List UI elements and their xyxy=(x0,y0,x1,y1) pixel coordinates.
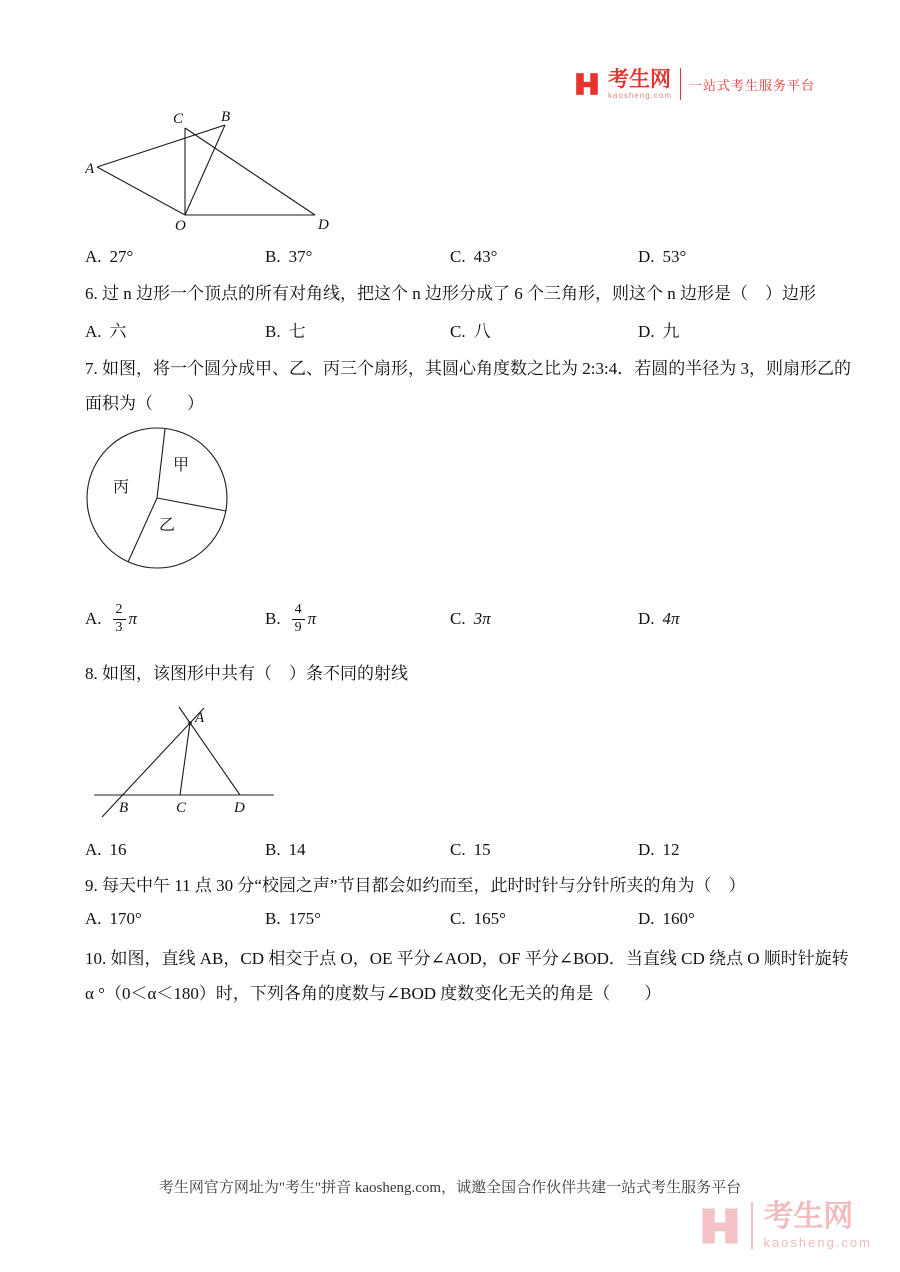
fig3-point-A: A xyxy=(195,710,205,726)
fig1-point-C: C xyxy=(173,111,184,127)
fig1-point-O: O xyxy=(175,218,186,234)
q9-option-a: A. 170° xyxy=(85,909,142,928)
question10-text-line2: α °（0＜α＜180）时，下列各角的度数与∠BOD 度数变化无关的角是（ ） xyxy=(85,984,662,1003)
q8-option-d: D. 12 xyxy=(638,840,680,859)
q9-option-b: B. 175° xyxy=(265,909,321,928)
brand-domain: kaosheng.com xyxy=(607,90,672,100)
fig3-point-B: B xyxy=(119,800,129,816)
watermark-logo-icon xyxy=(699,1205,741,1247)
q8-options xyxy=(85,840,830,860)
q7-option-a: A. $\frac{2}{3}$ π xyxy=(85,602,138,635)
brand-divider xyxy=(680,68,681,100)
brand-text-block xyxy=(608,69,672,100)
question7-text-line1: 7. 如图，将一个圆分成甲、乙、丙三个扇形，其圆心角度数之比为 2:3:4．若圆的半径为 3，则扇形乙的 xyxy=(85,359,851,378)
brand-name: 考生网 xyxy=(607,67,671,91)
watermark-brand: 考生网 xyxy=(763,1200,854,1233)
q6-option-a: A. 六 xyxy=(85,322,127,341)
question10-text-line1: 10. 如图，直线 AB，CD 相交于点 O，OE 平分∠AOD，OF 平分∠BOD．当直线 CD 绕点 O 顺时针旋转 xyxy=(85,949,849,968)
fig1-point-A: A xyxy=(85,161,95,177)
fraction-four-ninths: $\frac{4}{9}$ xyxy=(292,602,305,635)
q5-option-b: B. 37° xyxy=(265,247,313,266)
kaosheng-logo-icon xyxy=(574,71,600,97)
question9-text: 9. 每天中午 11 点 30 分“校园之声”节目都会如约而至，此时时针与分针所夹的角为（ ） xyxy=(85,876,746,895)
q6-option-c: C. 八 xyxy=(450,322,491,341)
fig1-point-B: B xyxy=(221,110,231,125)
question6-text: 6. 过 n 边形一个顶点的所有对角线，把这个 n 边形分成了 6 个三角形，则这个 n 边形是（ ）边形 xyxy=(85,284,816,303)
kaosheng-brand xyxy=(574,68,815,100)
q8-option-b: B. 14 xyxy=(265,840,306,859)
fraction-two-thirds: $\frac{2}{3}$ xyxy=(113,602,126,635)
brand-tagline: 一站式考生服务平台 xyxy=(688,77,815,93)
q9-options xyxy=(85,909,830,929)
q9-option-d: D. 160° xyxy=(638,909,695,928)
q7-option-b: B. $\frac{4}{9}$ π xyxy=(265,602,317,635)
q6-options xyxy=(85,317,830,342)
q5-option-c: C. 43° xyxy=(450,247,498,266)
q5-option-d: D. 53° xyxy=(638,247,687,266)
question8-figure xyxy=(92,702,287,820)
sector-bing-label: 丙 xyxy=(113,479,130,496)
fig1-point-D: D xyxy=(318,217,329,233)
sector-jia-label: 甲 xyxy=(173,457,190,474)
q7-option-d: D. 4π xyxy=(638,609,680,628)
q5-options xyxy=(85,247,830,267)
footer-note: 考生网官方网址为"考生"拼音 kaosheng.com，诚邀全国合作伙伴共建一站式考生服务平台 xyxy=(158,1180,742,1196)
q7-options xyxy=(85,598,830,640)
q9-option-c: C. 165° xyxy=(450,909,506,928)
q5-option-a: A. 27° xyxy=(85,247,134,266)
fig3-point-C: C xyxy=(176,800,187,816)
q7-option-c: C. 3π xyxy=(450,609,491,628)
question8-text: 8. 如图，该图形中共有（ ）条不同的射线 xyxy=(85,664,408,683)
fig3-point-D: D xyxy=(234,800,245,816)
question7-figure xyxy=(85,420,237,576)
q8-option-c: C. 15 xyxy=(450,840,491,859)
question5-figure xyxy=(85,110,335,234)
question7-text-line2: 面积为（ ） xyxy=(85,394,204,413)
q8-option-a: A. 16 xyxy=(85,840,127,859)
watermark-domain: kaosheng.com xyxy=(763,1235,872,1250)
kaosheng-watermark xyxy=(699,1202,872,1249)
sector-yi-label: 乙 xyxy=(159,517,176,534)
watermark-text-block xyxy=(751,1202,872,1249)
q6-option-d: D. 九 xyxy=(638,322,680,341)
q6-option-b: B. 七 xyxy=(265,322,306,341)
